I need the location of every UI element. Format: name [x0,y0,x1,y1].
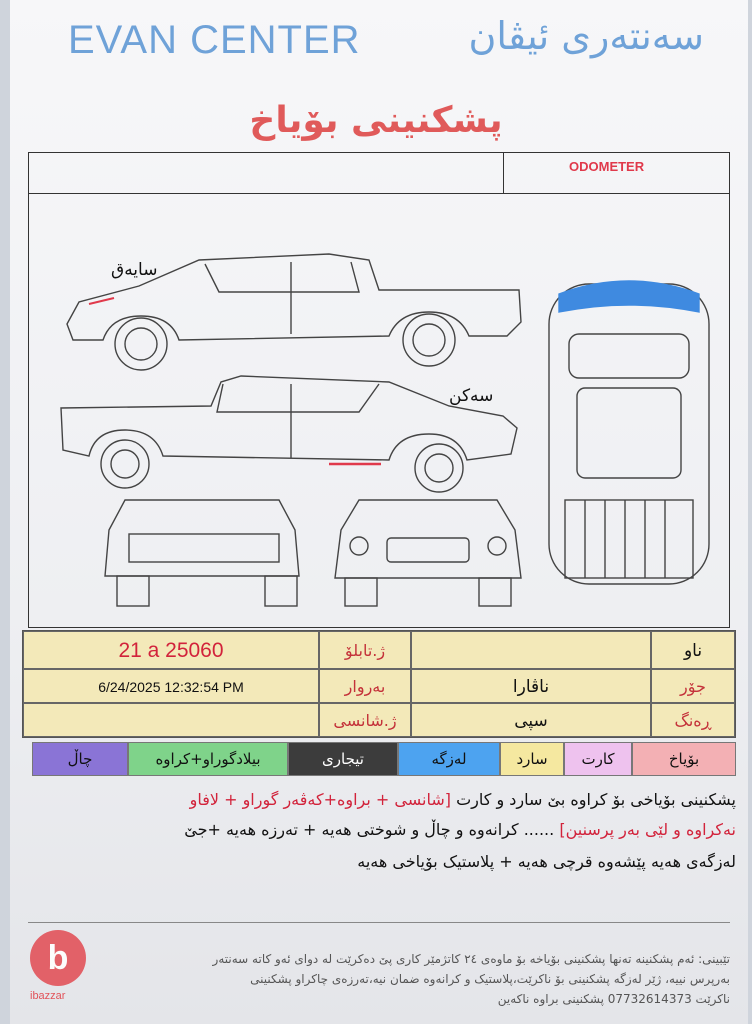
note-line-1 [190,790,736,809]
legend-card: کارت [564,742,632,776]
car-front-view [335,500,521,606]
color-value: سپی [411,703,651,737]
legend-commercial: تیجاری [288,742,398,776]
footnote-line-2: بەرپرس نییە، ژێر لەزگە پشکنینی بۆ ناکرێت،پلاستیک و کرانەوە ضمان نیە،تەرزەی چاکراو پشکنینی [250,972,730,986]
label-right-side: سەکن [449,386,494,406]
chassis-value [23,703,319,737]
brand-name-en: EVAN CENTER [68,18,361,62]
car-top-view [549,281,709,584]
note-line-1-text: پشکنینی بۆیاخی بۆ کراوە بێ سارد و کارت [456,790,736,809]
note-line-2 [184,820,736,839]
type-label: جۆر [651,669,735,703]
name-value [411,631,651,669]
watermark-logo: b [30,930,86,986]
car-diagram [28,194,730,628]
brand-name-ku: سەنتەری ئیڤان [468,14,704,58]
type-value: ناڤارا [411,669,651,703]
note-line-2-text: ...... کرانەوە و چاڵ و شوختی هەیە + تەرزە هەیە +جێ [184,820,555,839]
label-left-side: سایەق [111,260,158,280]
legend-cold: سارد [500,742,564,776]
datetime-value: 6/24/2025 12:32:54 PM [23,669,319,703]
odometer-label: ODOMETER [569,159,645,174]
footer-divider [28,922,730,923]
legend-pit: چاڵ [32,742,128,776]
color-label: ڕەنگ [651,703,735,737]
plate-label: ژ.تابلۆ [319,631,411,669]
footnote-line-1: تێبینی: ئەم پشکنینە تەنها پشکنینی بۆیاخە بۆ ماوەی ٢٤ کاتژمێر کاری پێ دەکرێت لە دوای ئەو کاتە سەنتەر [212,952,730,966]
page-title: پشکنینی بۆیاخ [249,100,503,141]
chassis-label: ژ.شانسی [319,703,411,737]
date-label: بەروار [319,669,411,703]
plate-value: 21 a 25060 [23,631,319,669]
legend-replaced-opened: بیلادگوراو+کراوە [128,742,288,776]
note-line-2-warning: نەکراوە و لێی بەر پرسنین] [559,820,736,839]
legend-paint: بۆیاخ [632,742,736,776]
note-line-3: لەزگەی هەیە پێشەوە قرچی هەیە + پلاستیک بۆیاخی هەیە [357,852,736,871]
watermark-text: ibazzar [30,990,66,1002]
footnote-line-3: ناکرێت 07732614373 پشکنینی براوە ناکەین [497,992,730,1006]
car-rear-view [105,500,299,606]
damage-legend [32,742,736,778]
odometer-divider [503,153,504,193]
odometer-box [28,152,730,194]
name-label: ناو [651,631,735,669]
note-line-1-warning: [شانسی + براوە+کەڤەر گوراو + لافاو [189,790,451,809]
vehicle-info-table [22,630,736,738]
legend-dent: لەزگە [398,742,500,776]
